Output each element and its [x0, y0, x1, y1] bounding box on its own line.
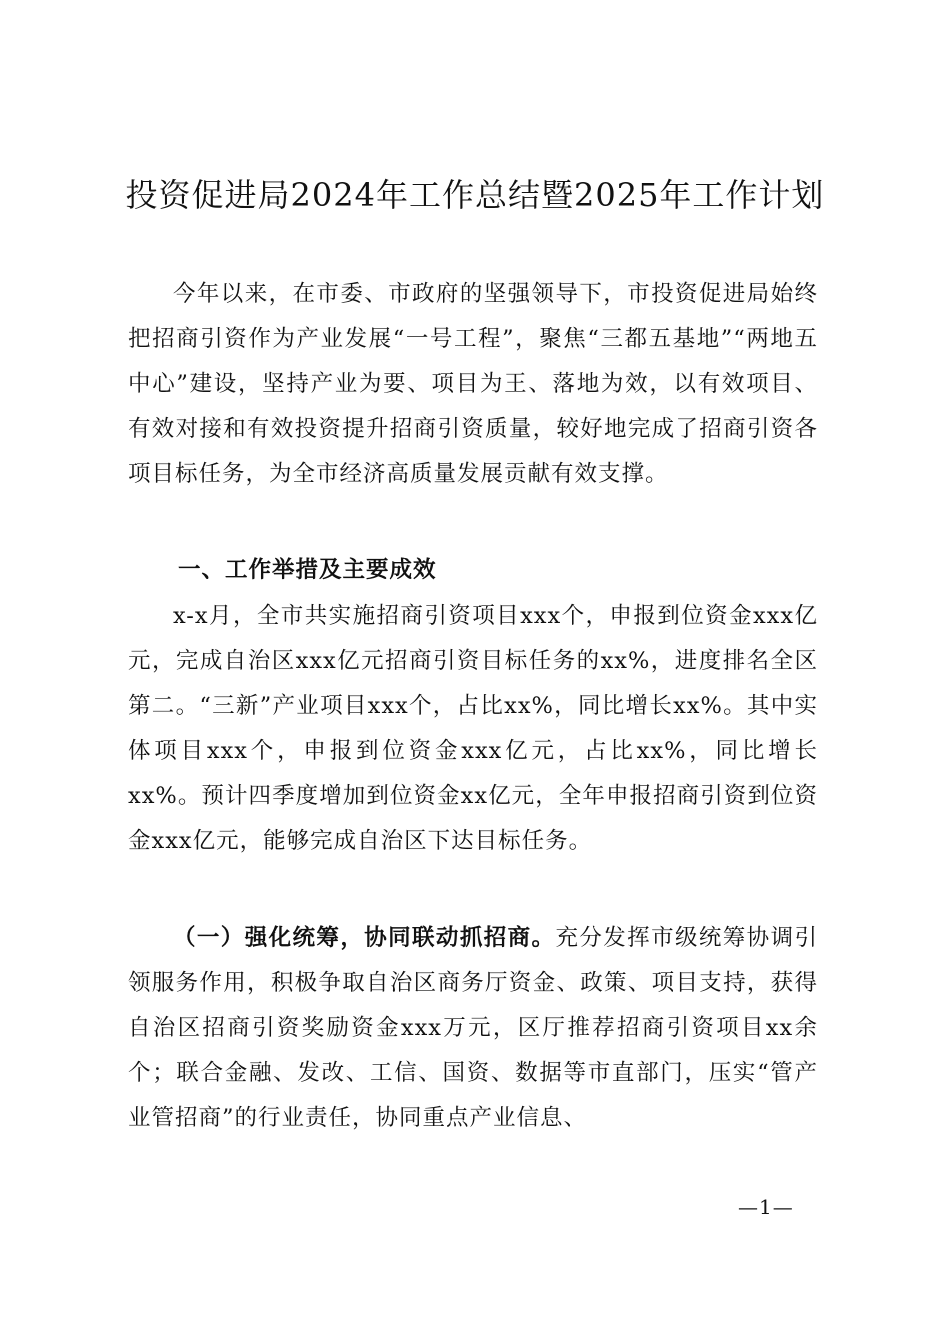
document-title: 投资促进局2024年工作总结暨2025年工作计划 — [125, 176, 825, 214]
subsection-lead: （一）强化统筹，协同联动抓招商。 — [173, 925, 556, 951]
page-number: —1— — [738, 1195, 794, 1219]
subsection-body: 充分发挥市级统筹协调引领服务作用，积极争取自治区商务厅资金、政策、项目支持，获得自治区招商引资奖励资金xxx万元，区厅推荐招商引资项目xx余个；联合金融、发改、工信、国资、数据等市直部门，压实“管产业管招商”的行业责任，协同重点产业信息、 — [128, 925, 818, 1131]
intro-paragraph: 今年以来，在市委、市政府的坚强领导下，市投资促进局始终把招商引资作为产业发展“一号工程”，聚焦“三都五基地”“两地五中心”建设，坚持产业为要、项目为王、落地为效，以有效项目、有效对接和有效投资提升招商引资质量，较好地完成了招商引资各项目标任务，为全市经济高质量发展贡献有效支撑。 — [128, 281, 818, 487]
section-paragraph: x-x月，全市共实施招商引资项目xxx个，申报到位资金xxx亿元，完成自治区xxx亿元招商引资目标任务的xx%，进度排名全区第二。“三新”产业项目xxx个，占比xx%，同比增长xx%。其中实体项目xxx个，申报到位资金xxx亿元，占比xx%，同比增长xx%。预计四季度增加到位资金xx亿元，全年申报招商引资到位资金xxx亿元，能够完成自治区下达目标任务。 — [128, 603, 818, 854]
section-heading: 一、工作举措及主要成效 — [178, 557, 437, 583]
subsection-paragraph — [128, 916, 818, 1141]
